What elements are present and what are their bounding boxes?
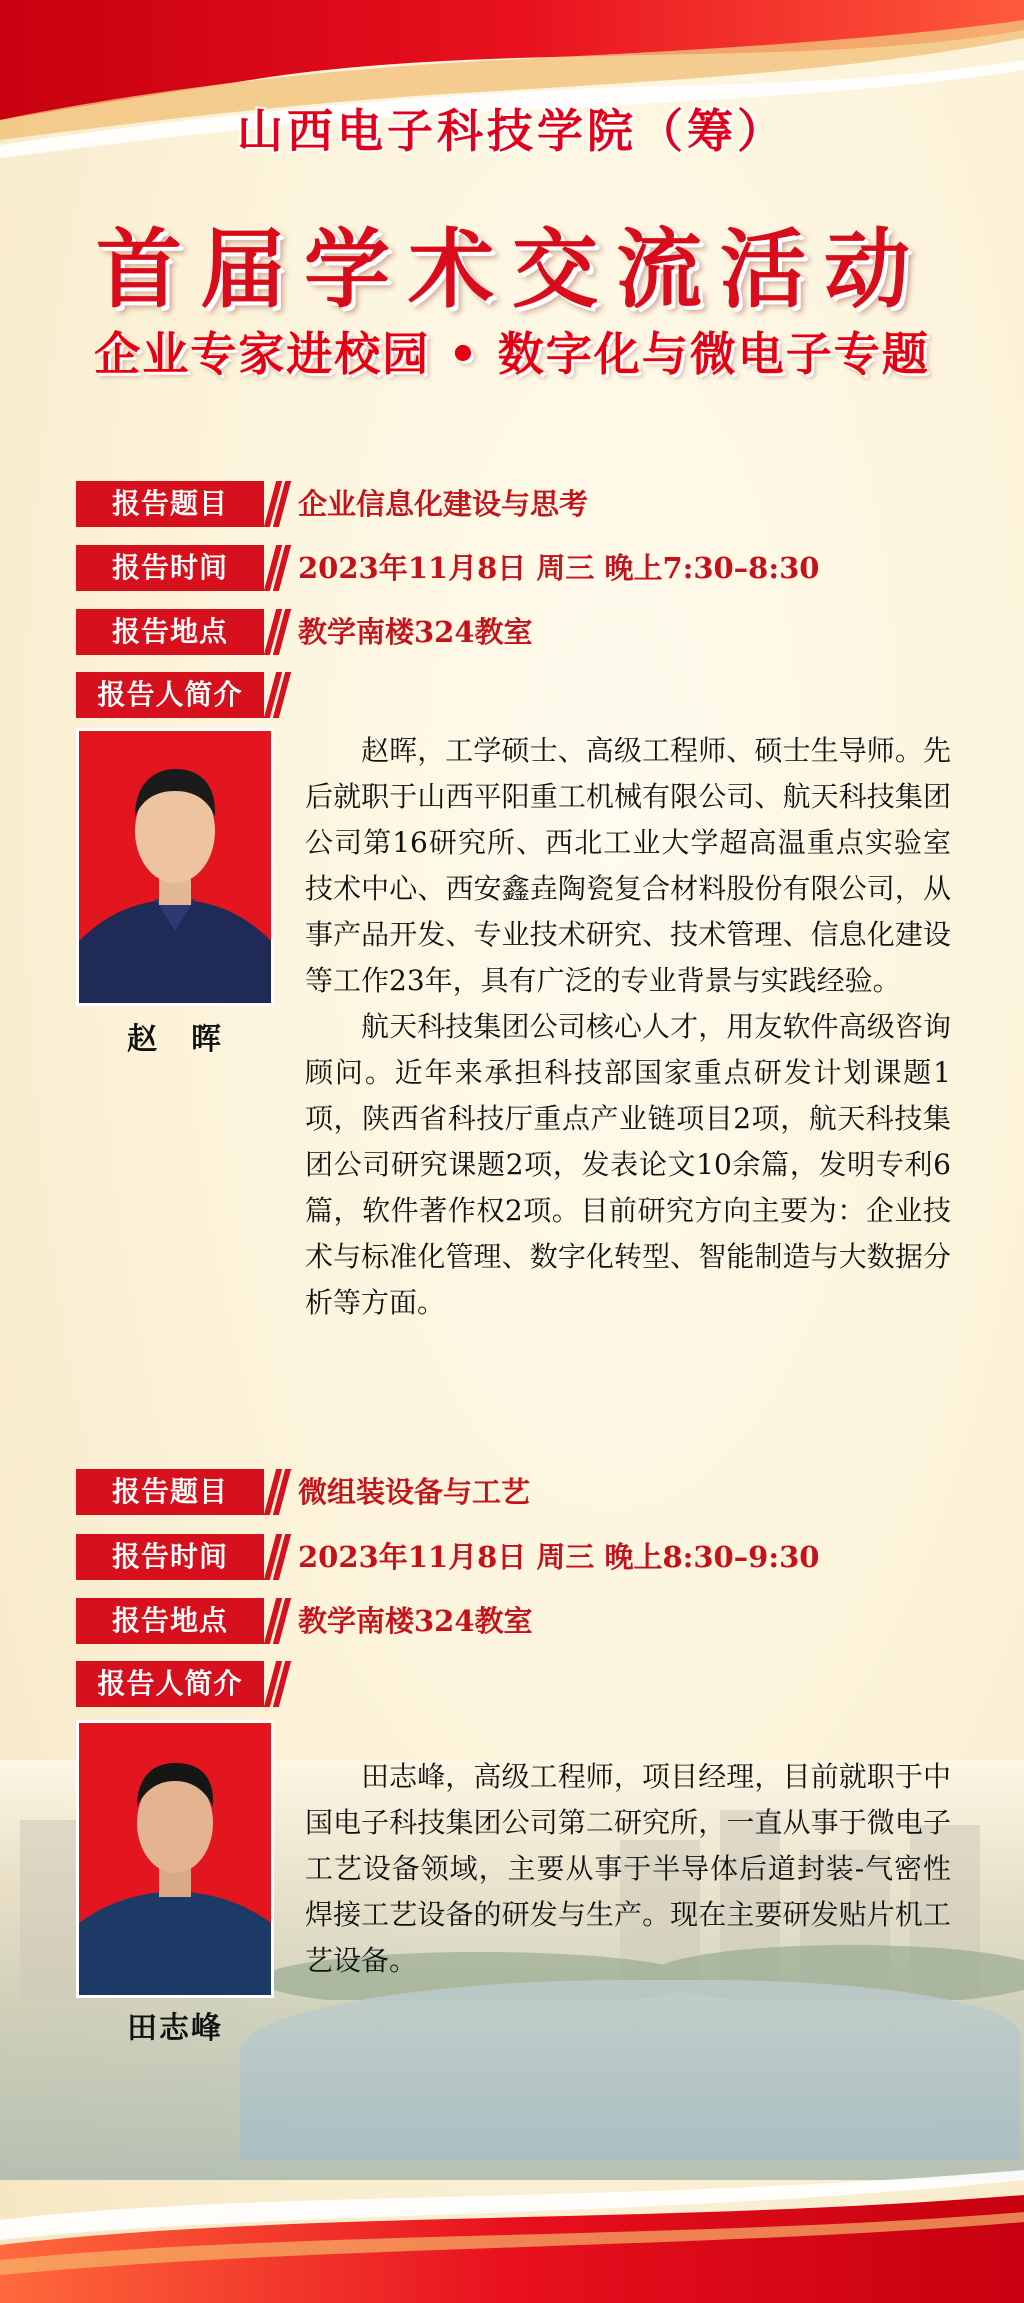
event-subtitle: 企业专家进校园 • 数字化与微电子专题 — [94, 327, 930, 381]
talk-topic: 微组装设备与工艺 — [298, 1475, 531, 1509]
speaker-name: 赵 晖 — [127, 1022, 223, 1057]
time-label: 报告时间 — [76, 545, 276, 591]
lake-decoration — [240, 1980, 1020, 2160]
speaker-bio — [305, 728, 951, 1326]
topic-label: 报告题目 — [76, 481, 276, 527]
speaker-photo — [76, 728, 274, 1006]
speaker-photo — [76, 1720, 274, 1998]
talk-place: 教学南楼324教室 — [298, 615, 533, 649]
bio-paragraph: 田志峰，高级工程师，项目经理，目前就职于中国电子科技集团公司第二研究所，一直从事于微电子工艺设备领域，主要从事于半导体后道封装-气密性焊接工艺设备的研发与生产。现在主要研发贴片机工艺设备。 — [305, 1760, 951, 1977]
talk-topic: 企业信息化建设与思考 — [298, 487, 589, 521]
talk-time: 2023年11月8日 周三 晚上7:30–8:30 — [298, 551, 820, 585]
speaker-name: 田志峰 — [127, 2011, 223, 2046]
intro-label: 报告人简介 — [76, 1661, 276, 1707]
place-label: 报告地点 — [76, 1598, 276, 1644]
intro-label: 报告人简介 — [76, 672, 276, 718]
place-label: 报告地点 — [76, 609, 276, 655]
time-label: 报告时间 — [76, 1534, 276, 1580]
topic-label: 报告题目 — [76, 1469, 276, 1515]
talk-place: 教学南楼324教室 — [298, 1604, 533, 1638]
footer-wave-decoration — [0, 2150, 1024, 2303]
bio-paragraph: 赵晖，工学硕士、高级工程师、硕士生导师。先后就职于山西平阳重工机械有限公司、航天科技集团公司第16研究所、西北工业大学超高温重点实验室技术中心、西安鑫垚陶瓷复合材料股份有限公司，从事产品开发、专业技术研究、技术管理、信息化建设等工作23年，具有广泛的专业背景与实践经验。 — [305, 734, 951, 997]
school-name: 山西电子科技学院（筹） — [237, 104, 787, 158]
talk-time: 2023年11月8日 周三 晚上8:30–9:30 — [298, 1540, 820, 1574]
bio-paragraph: 航天科技集团公司核心人才，用友软件高级咨询顾问。近年来承担科技部国家重点研发计划课题1项，陕西省科技厅重点产业链项目2项，航天科技集团公司研究课题2项，发表论文10余篇，发明专利6篇，软件著作权2项。目前研究方向主要为：企业技术与标准化管理、数字化转型、智能制造与大数据分析等方面。 — [305, 1010, 951, 1319]
event-title: 首届学术交流活动 — [96, 219, 928, 320]
speaker-bio — [305, 1754, 951, 1984]
